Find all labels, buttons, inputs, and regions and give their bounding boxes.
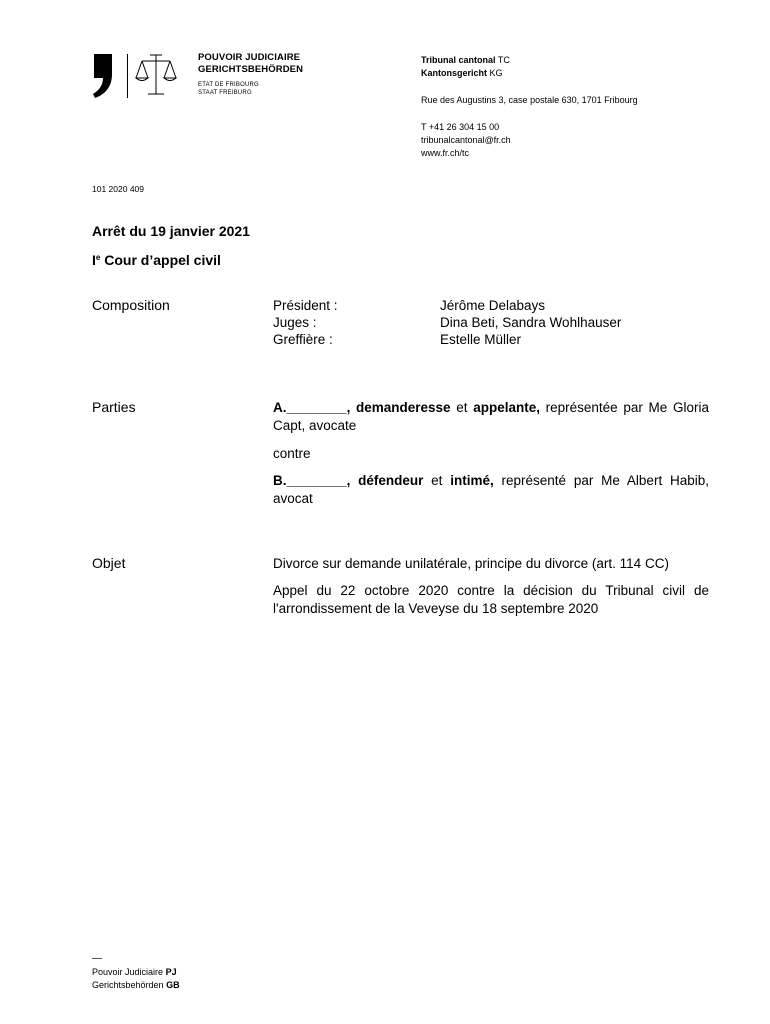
footer-line-1: Pouvoir Judiciaire PJ	[92, 967, 177, 977]
logo-line-4: STAAT FREIBURG	[198, 90, 252, 96]
judges-names: Dina Beti, Sandra Wohlhauser	[440, 315, 622, 330]
composition-names	[440, 297, 621, 348]
decision-title: Arrêt du 19 janvier 2021	[92, 223, 250, 239]
contre-text: contre	[273, 446, 311, 461]
logo-line-3: ETAT DE FRIBOURG	[198, 82, 259, 88]
party-b: B.________, défendeur et intimé, représenté par Me Albert Habib, avocat	[273, 473, 709, 506]
president-name: Jérôme Delabays	[440, 298, 546, 313]
court-title: Ie Cour d’appel civil	[92, 252, 221, 268]
footer	[92, 966, 180, 992]
court-address-block	[421, 54, 638, 160]
court-phone: T +41 26 304 15 00	[421, 122, 500, 132]
case-reference: 101 2020 409	[92, 184, 144, 194]
court-address: Rue des Augustins 3, case postale 630, 1701 Fribourg	[421, 95, 638, 105]
composition-roles	[273, 297, 338, 348]
footer-dash: —	[92, 953, 102, 964]
objet-line-1: Divorce sur demande unilatérale, principe du divorce (art. 114 CC)	[273, 556, 669, 571]
clerk-label: Greffière :	[273, 332, 333, 347]
composition-label: Composition	[92, 297, 170, 313]
logo-wordmark	[198, 52, 303, 97]
footer-line-2: Gerichtsbehörden GB	[92, 980, 180, 990]
court-name-de: Kantonsgericht KG	[421, 68, 503, 78]
fribourg-justice-logo-icon	[92, 52, 182, 100]
objet-label: Objet	[92, 555, 126, 571]
party-a: A.________, demanderesse et appelante, représentée par Me Gloria Capt, avocate	[273, 400, 709, 433]
court-name-fr: Tribunal cantonal TC	[421, 55, 510, 65]
judges-label: Juges :	[273, 315, 317, 330]
president-label: Président :	[273, 298, 338, 313]
objet-line-2: Appel du 22 octobre 2020 contre la décision du Tribunal civil de l'arrondissement de la Veveyse du 18 septembre 2020	[273, 583, 709, 616]
logo-line-2: GERICHTSBEHÖRDEN	[198, 64, 304, 75]
parties-label: Parties	[92, 399, 136, 415]
court-website[interactable]: www.fr.ch/tc	[421, 148, 470, 158]
logo-line-1: POUVOIR JUDICIAIRE	[198, 52, 301, 63]
court-email[interactable]: tribunalcantonal@fr.ch	[421, 135, 511, 145]
clerk-name: Estelle Müller	[440, 332, 522, 347]
